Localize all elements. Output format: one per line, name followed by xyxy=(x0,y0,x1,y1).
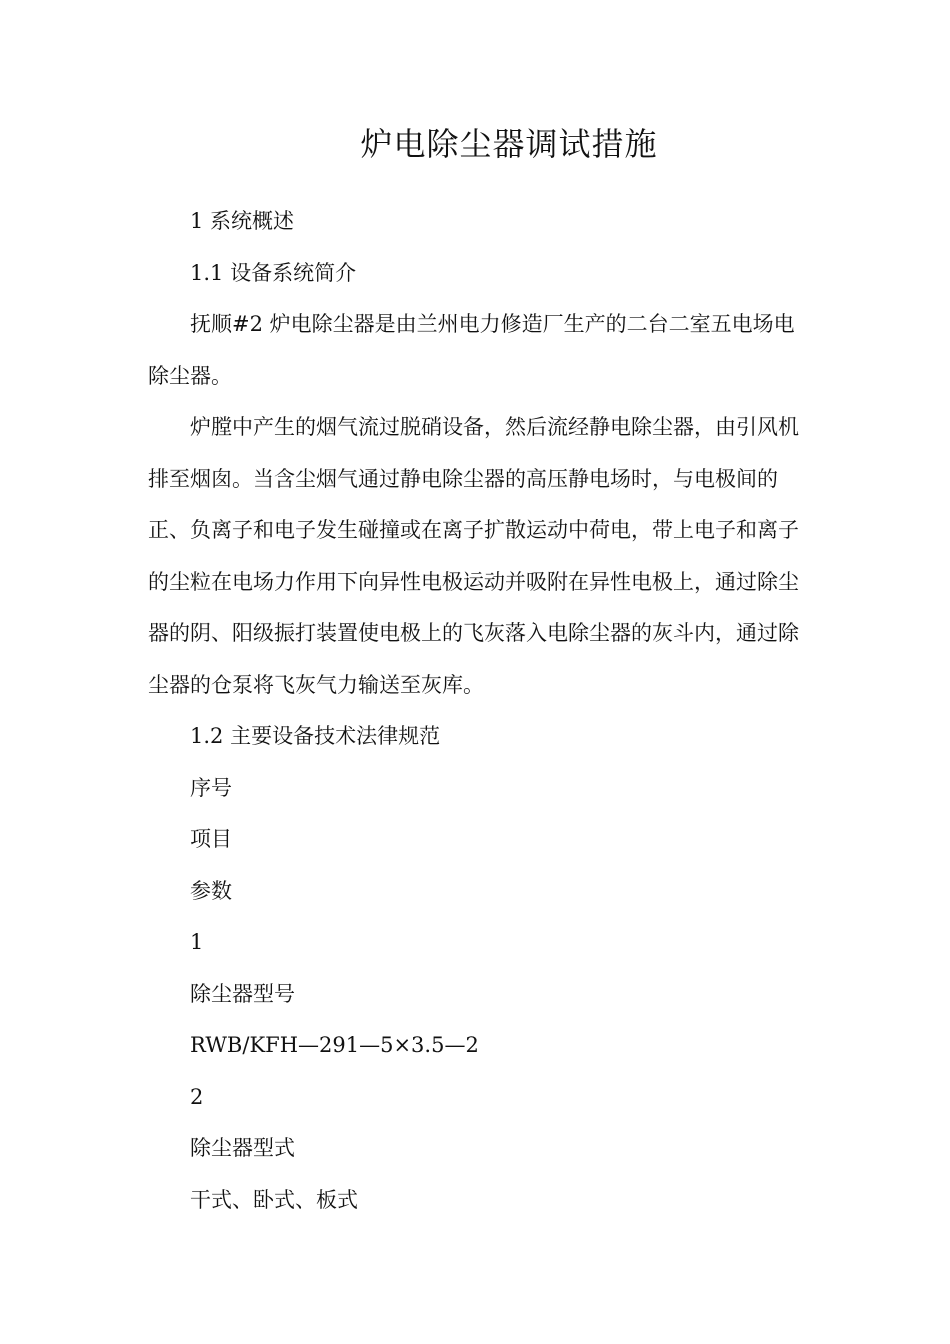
document-title: 炉电除尘器调试措施 xyxy=(360,125,658,163)
table-cell-index: 2 xyxy=(190,1084,204,1109)
paragraph-intro: 抚顺#2 炉电除尘器是由兰州电力修造厂生产的二台二室五电场电除尘器。 xyxy=(148,312,795,388)
heading-tech-specs: 1.2 主要设备技术法律规范 xyxy=(190,724,441,748)
table-cell-parameter: RWB/KFH—291—5×3.5—2 xyxy=(190,1033,479,1057)
table-cell-item: 除尘器型号 xyxy=(190,981,295,1006)
table-header-item: 项目 xyxy=(190,827,232,851)
table-cell-index: 1 xyxy=(190,930,204,954)
table-header-parameter: 参数 xyxy=(190,878,232,903)
table-header-index: 序号 xyxy=(190,775,232,800)
table-cell-parameter: 干式、卧式、板式 xyxy=(190,1187,358,1212)
heading-equipment-intro: 1.1 设备系统简介 xyxy=(190,260,357,285)
paragraph-process: 炉膛中产生的烟气流过脱硝设备，然后流经静电除尘器，由引风机排至烟囱。当含尘烟气通过静电除尘器的高压静电场时，与电极间的正、负离子和电子发生碰撞或在离子扩散运动中荷电，带上电子和离子的尘粒在电场力作用下向异性电极运动并吸附在异性电极上，通过除尘器的阴、阳级振打装置使电极上的飞灰落入电除尘器的灰斗内，通过除尘器的仓泵将飞灰气力输送至灰库。 xyxy=(148,415,799,697)
table-cell-item: 除尘器型式 xyxy=(190,1136,295,1160)
document-body xyxy=(148,196,802,1226)
heading-system-overview: 1 系统概述 xyxy=(190,209,295,233)
